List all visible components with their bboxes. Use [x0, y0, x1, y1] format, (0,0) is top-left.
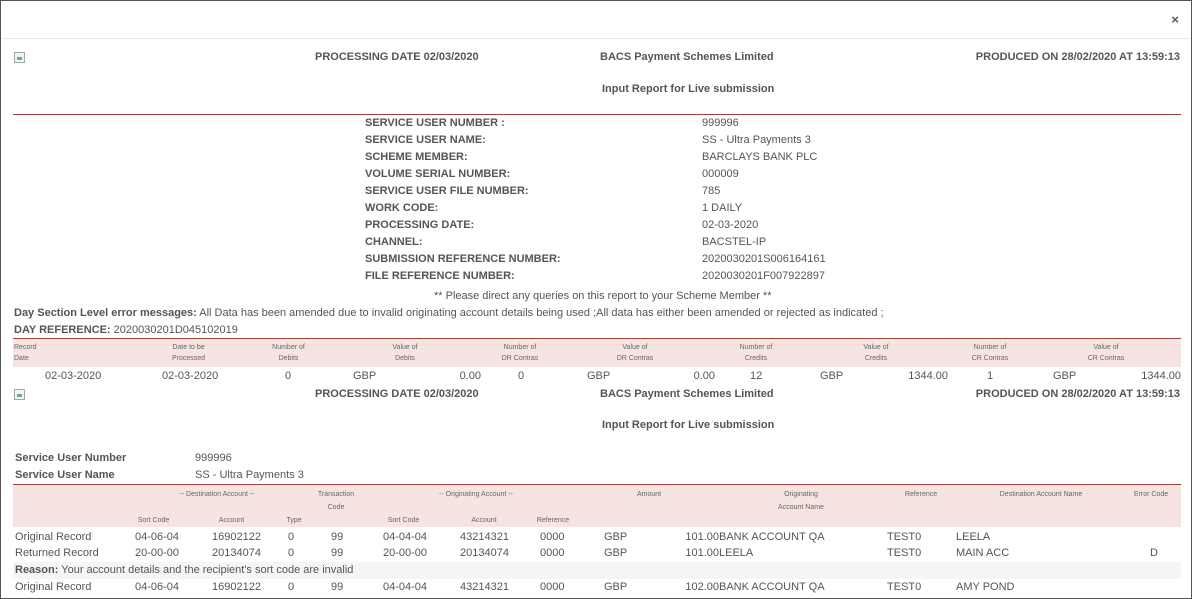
- detail-cell-acct: 16902122: [212, 581, 261, 593]
- reason-text: Your account details and the recipient's sort code are invalid: [61, 564, 354, 576]
- processing-date-header: PROCESSING DATE 02/03/2020: [315, 51, 479, 63]
- report-subtitle: Input Report for Live submission: [602, 83, 775, 95]
- detail-cell-acct: 20134074: [212, 547, 261, 559]
- day-error-label: Day Section Level error messages:: [14, 307, 197, 319]
- produced-on: PRODUCED ON 28/02/2020 AT 13:59:13: [975, 51, 1180, 63]
- summary-cell: 12: [750, 370, 763, 382]
- detail-cell-acct: 16902122: [212, 531, 261, 543]
- summary-header: Record Date: [14, 344, 37, 362]
- su-number-value: 999996: [195, 452, 232, 464]
- summary-cell: GBP: [587, 370, 611, 382]
- detail-cell-oref: 0000: [540, 547, 565, 559]
- sub-header: Sort Code: [387, 517, 420, 524]
- field-label: FILE REFERENCE NUMBER:: [365, 270, 515, 282]
- detail-cell-label: Original Record: [15, 581, 92, 593]
- summary-cell: 0.00: [459, 370, 481, 382]
- processing-date-header-2: PROCESSING DATE 02/03/2020: [315, 388, 479, 400]
- detail-cell-sort: 04-06-04: [135, 581, 180, 593]
- day-reference-label: DAY REFERENCE:: [14, 324, 111, 336]
- summary-header: Number of DR Contras: [501, 344, 539, 362]
- detail-cell-type: 0: [288, 547, 295, 559]
- field-label: SUBMISSION REFERENCE NUMBER:: [365, 253, 561, 265]
- field-value: SS - Ultra Payments 3: [702, 134, 811, 146]
- summary-header: Number of Credits: [739, 344, 773, 362]
- detail-cell-oref: 0000: [540, 531, 565, 543]
- orig-name-header-1: Originating: [784, 491, 818, 498]
- field-value: 2020030201S006164161: [702, 253, 826, 265]
- detail-cell-oacct: 43214321: [460, 581, 509, 593]
- summary-header: Number of CR Contras: [971, 344, 1009, 362]
- summary-cell: 0: [285, 370, 292, 382]
- org-name-2: BACS Payment Schemes Limited: [600, 388, 774, 400]
- modal-header-divider: [2, 38, 1190, 39]
- field-label: WORK CODE:: [365, 202, 439, 214]
- detail-cell-code: 99: [331, 581, 344, 593]
- summary-cell: 0: [518, 370, 525, 382]
- orig-account-header: -- Originating Account --: [439, 491, 513, 498]
- detail-cell-dname: AMY POND: [956, 581, 1015, 593]
- field-value: BARCLAYS BANK PLC: [702, 151, 818, 163]
- dest-name-header: Destination Account Name: [999, 491, 1083, 498]
- su-name-value: SS - Ultra Payments 3: [195, 469, 304, 481]
- summary-header: Number of Debits: [272, 344, 305, 362]
- detail-cell-amount: 102.00: [685, 581, 719, 593]
- sub-header: Type: [286, 517, 302, 524]
- day-error-text: All Data has been amended due to invalid originating account details being used ;All data has either been amended or rejected as indicated ;: [199, 307, 884, 319]
- field-label: SERVICE USER NAME:: [365, 134, 486, 146]
- detail-cell-dname: LEELA: [956, 531, 991, 543]
- produced-on-2: PRODUCED ON 28/02/2020 AT 13:59:13: [975, 388, 1180, 400]
- field-label: SERVICE USER FILE NUMBER:: [365, 185, 529, 197]
- broken-image-icon: [14, 389, 25, 400]
- detail-cell-amount: 101.00: [685, 547, 719, 559]
- detail-cell-osort: 20-00-00: [383, 547, 428, 559]
- field-label: PROCESSING DATE:: [365, 219, 475, 231]
- day-reference-value: 2020030201D045102019: [113, 324, 238, 336]
- sub-header: Account: [471, 517, 497, 524]
- section-divider: [13, 114, 1181, 115]
- transaction-code-header: Code: [327, 504, 345, 511]
- detail-cell-dname: MAIN ACC: [956, 547, 1010, 559]
- summary-header: Value of CR Contras: [1087, 344, 1125, 362]
- summary-cell: GBP: [353, 370, 377, 382]
- dest-account-header: -- Destination Account --: [179, 491, 255, 498]
- detail-cell-oref: 0000: [540, 581, 565, 593]
- transaction-header: Transaction: [317, 491, 355, 498]
- detail-cell-code: 99: [331, 547, 344, 559]
- detail-cell-cur: GBP: [604, 531, 628, 543]
- summary-cell: GBP: [820, 370, 844, 382]
- reference-header: Reference: [904, 491, 938, 498]
- detail-cell-osort: 04-04-04: [383, 581, 428, 593]
- detail-cell-osort: 04-04-04: [383, 531, 428, 543]
- field-value: 785: [702, 185, 721, 197]
- detail-cell-label: Returned Record: [15, 547, 99, 559]
- amount-header: Amount: [636, 491, 662, 498]
- summary-cell: 1344.00: [1141, 370, 1181, 382]
- sub-header: Sort Code: [137, 517, 170, 524]
- sub-header: Reference: [536, 517, 570, 524]
- orig-name-header-2: Account Name: [778, 504, 824, 511]
- field-label: CHANNEL:: [365, 236, 423, 248]
- detail-cell-ref: TEST0: [887, 581, 922, 593]
- detail-cell-amount: 101.00: [685, 531, 719, 543]
- org-name: BACS Payment Schemes Limited: [600, 51, 774, 63]
- error-code-header: Error Code: [1133, 491, 1169, 498]
- reason-label: Reason:: [15, 564, 59, 576]
- detail-cell-ref: TEST0: [887, 547, 922, 559]
- report-subtitle-2: Input Report for Live submission: [602, 419, 775, 431]
- field-label: SCHEME MEMBER:: [365, 151, 468, 163]
- field-value: 02-03-2020: [702, 219, 759, 231]
- summary-header: Value of Credits: [863, 344, 889, 362]
- detail-cell-type: 0: [288, 531, 295, 543]
- field-value: 999996: [702, 117, 739, 129]
- detail-cell-cur: GBP: [604, 547, 628, 559]
- su-name-label: Service User Name: [15, 469, 115, 481]
- detail-cell-cur: GBP: [604, 581, 628, 593]
- scheme-note: ** Please direct any queries on this report to your Scheme Member **: [434, 290, 772, 302]
- detail-cell-err: D: [1150, 547, 1158, 559]
- field-label: VOLUME SERIAL NUMBER:: [365, 168, 511, 180]
- detail-cell-oacct: 43214321: [460, 531, 509, 543]
- detail-cell-sort: 04-06-04: [135, 531, 180, 543]
- detail-cell-ref: TEST0: [887, 531, 922, 543]
- summary-header: Value of Debits: [392, 344, 418, 362]
- day-error-messages: [14, 307, 884, 319]
- field-value: 2020030201F007922897: [702, 270, 825, 282]
- detail-cell-oacct: 20134074: [460, 547, 509, 559]
- summary-header: Date to be Processed: [171, 344, 206, 362]
- field-value: 1 DAILY: [702, 202, 743, 214]
- detail-cell-sort: 20-00-00: [135, 547, 180, 559]
- detail-cell-oname: BANK ACCOUNT QA: [719, 581, 825, 593]
- summary-cell: GBP: [1053, 370, 1077, 382]
- summary-cell: 0.00: [693, 370, 715, 382]
- detail-cell-code: 99: [331, 531, 344, 543]
- field-value: BACSTEL-IP: [702, 236, 767, 248]
- summary-cell: 1344.00: [908, 370, 948, 382]
- field-label: SERVICE USER NUMBER :: [365, 117, 505, 129]
- sub-header: Account: [218, 517, 245, 524]
- day-reference: [14, 324, 238, 336]
- close-icon[interactable]: ×: [1171, 12, 1179, 27]
- detail-cell-type: 0: [288, 581, 295, 593]
- summary-header: Value of DR Contras: [616, 344, 654, 362]
- detail-cell-label: Original Record: [15, 531, 92, 543]
- summary-cell: 02-03-2020: [162, 370, 219, 382]
- summary-cell: 1: [987, 370, 994, 382]
- field-value: 000009: [702, 168, 739, 180]
- detail-cell-oname: BANK ACCOUNT QA: [719, 531, 825, 543]
- su-number-label: Service User Number: [15, 452, 127, 464]
- broken-image-icon: [14, 52, 25, 63]
- reason-line: [15, 564, 353, 576]
- summary-cell: 02-03-2020: [45, 370, 102, 382]
- detail-cell-oname: LEELA: [719, 547, 754, 559]
